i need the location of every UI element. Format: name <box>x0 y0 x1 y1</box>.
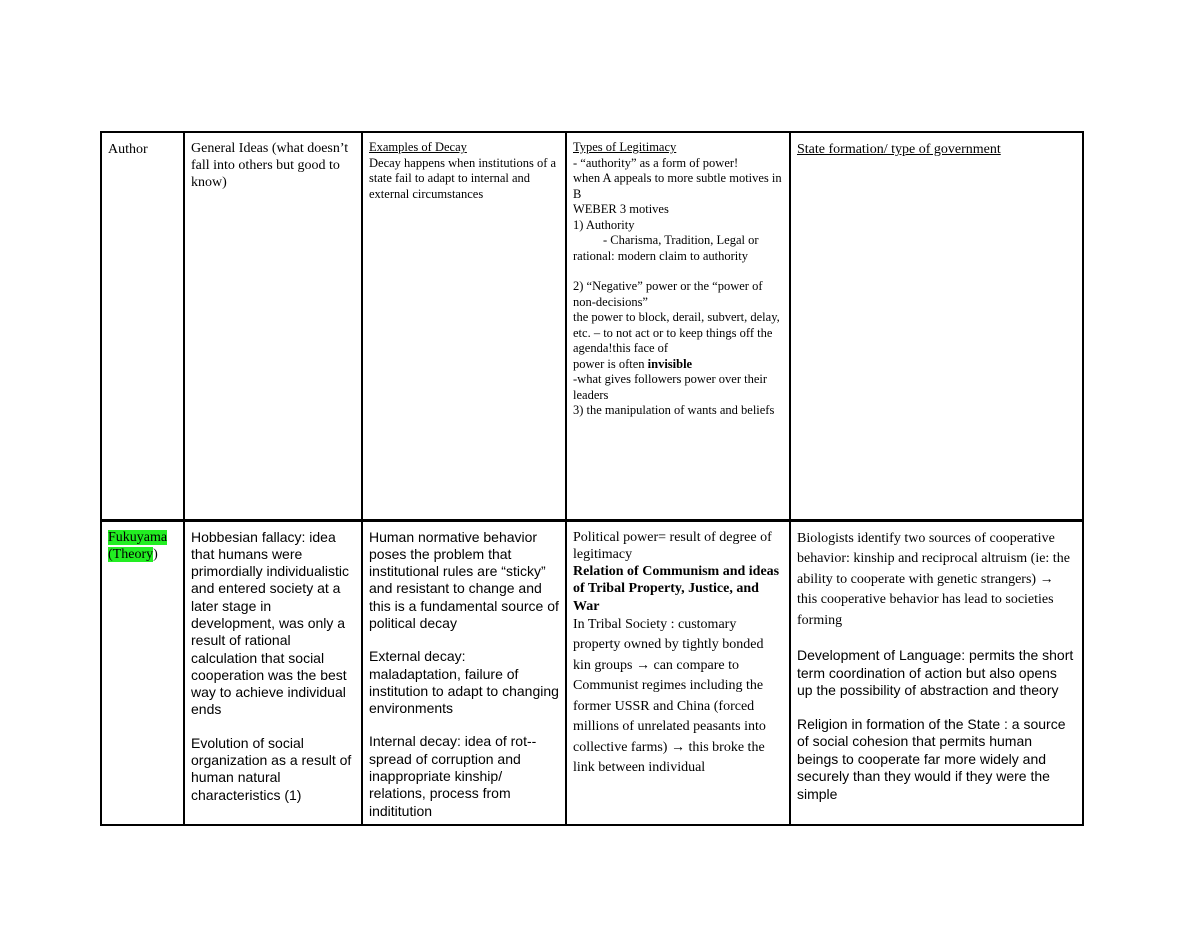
fukuyama-row <box>101 520 1083 825</box>
state-paragraph-1: Biologists identify two sources of cooperative behavior: kinship and reciprocal altruism (ie: the ability to cooperate with genetic strangers) → this cooperative behavior has lead to societies forming <box>797 530 1070 628</box>
legit-paragraph-2: In Tribal Society : customary property owned by tightly bonded kin groups → can compare to Communist regimes including the former USSR and China (forced millions of unrelated peasants into collective farms) → this broke the link between individual <box>573 616 766 776</box>
legit-line: -what gives followers power over their leaders <box>573 372 768 402</box>
legit-power-bold: invisible <box>647 356 693 371</box>
header-general-ideas: General Ideas (what doesn’t fall into others but good to know) <box>191 141 349 190</box>
notes-table <box>100 131 1084 826</box>
author-name: Fukuyama <box>108 529 168 545</box>
spacer <box>369 717 559 733</box>
row-legitimacy-cell <box>566 520 790 825</box>
legit-power-prefix: power is often <box>573 356 648 371</box>
row-state-cell <box>790 520 1083 825</box>
row-general-cell <box>184 520 362 825</box>
general-paragraph-2: Evolution of social organization as a result of human natural characteristics (1) <box>191 734 352 803</box>
header-legitimacy-cell <box>566 132 790 520</box>
spacer <box>797 700 1076 716</box>
decay-paragraph-3: Internal decay: idea of rot-- spread of corruption and inappropriate kinship/ relations, process from indititution <box>369 733 537 819</box>
header-decay-text: Decay happens when institutions of a state fail to adapt to internal and external circumstances <box>369 155 557 201</box>
legit-line: when A appeals to more subtle motives in B <box>573 171 782 201</box>
header-author-cell <box>101 132 184 520</box>
legit-line: the power to block, derail, subvert, delay, etc. – to not act or to keep things off the agenda!this face of <box>573 310 780 355</box>
author-theory: (Theory) <box>108 546 158 562</box>
decay-paragraph-1: Human normative behavior poses the problem that institutional rules are “sticky” and resistant to change and this is a fundamental source of political decay <box>369 528 559 631</box>
legit-line: 3) the manipulation of wants and beliefs <box>573 403 775 417</box>
legit-power-line <box>573 357 783 373</box>
legit-bold-heading: Relation of Communism and ideas of Tribal Property, Justice, and War <box>573 564 780 614</box>
legit-line: - “authority” as a form of power! <box>573 155 739 170</box>
row-author-cell <box>101 520 184 825</box>
row-decay-cell <box>362 520 566 825</box>
state-paragraph-2: Development of Language: permits the short term coordination of action but also opens up the possibility of abstraction and theory <box>797 647 1074 698</box>
spacer <box>369 632 559 648</box>
header-state-title: State formation/ type of government <box>797 142 1001 157</box>
header-author: Author <box>108 142 148 157</box>
header-state-cell <box>790 132 1083 520</box>
header-decay-cell <box>362 132 566 520</box>
spacer <box>797 631 1076 647</box>
header-general-cell <box>184 132 362 520</box>
header-legitimacy-title: Types of Legitimacy <box>573 140 677 154</box>
legit-line: WEBER 3 motives <box>573 202 669 216</box>
legit-line: rational: modern claim to authority <box>573 248 748 263</box>
decay-paragraph-2: External decay: maladaptation, failure of institution to adapt to changing environments <box>369 648 559 717</box>
header-decay-title: Examples of Decay <box>369 140 467 154</box>
spacer <box>191 719 355 735</box>
legit-line: 2) “Negative” power or the “power of non-decisions” <box>573 279 763 309</box>
general-paragraph-1: Hobbesian fallacy: idea that humans were primordially individualistic and entered society at a later stage in development, was only a result of rational calculation that social cooperation was the best way to achieve individual ends <box>191 528 349 718</box>
legit-indent-line: - Charisma, Tradition, Legal or <box>603 233 759 247</box>
legit-line: 1) Authority <box>573 217 635 232</box>
header-row <box>101 132 1083 520</box>
spacer <box>573 264 783 279</box>
legit-paragraph-1: Political power= result of degree of legitimacy <box>573 529 772 562</box>
state-paragraph-3: Religion in formation of the State : a source of social cohesion that permits human beings to cooperate far more widely and securely than they would if they were the simple <box>797 715 1066 802</box>
